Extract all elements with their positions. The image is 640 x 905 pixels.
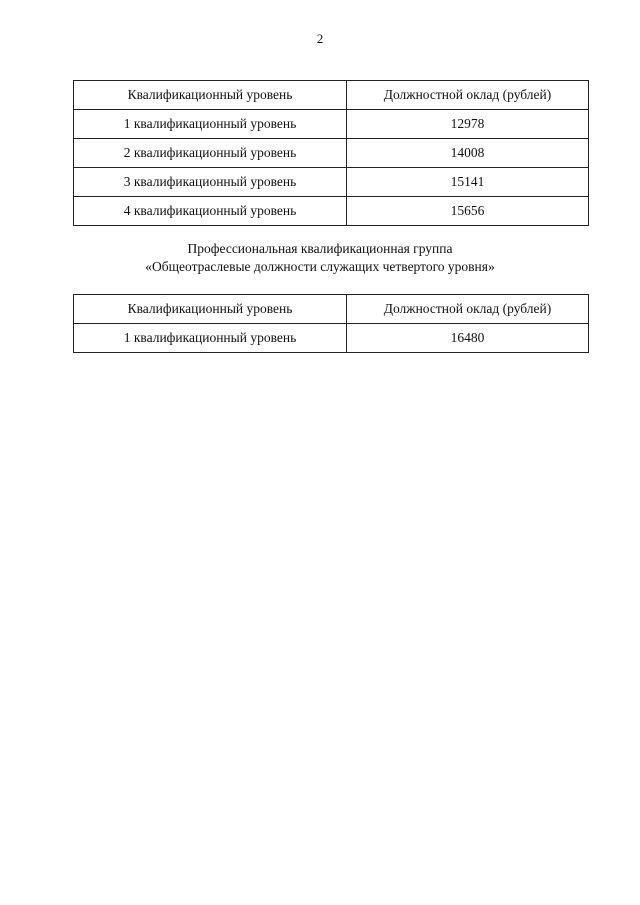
header-salary: Должностной оклад (рублей) — [347, 81, 589, 110]
table-header-row — [74, 295, 589, 324]
qualification-level-cell: 4 квалификационный уровень — [74, 197, 347, 226]
page-number: 2 — [316, 31, 324, 46]
table-row — [74, 197, 589, 226]
header-salary: Должностной оклад (рублей) — [347, 295, 589, 324]
salary-table-level-3 — [73, 80, 589, 226]
qualification-level-cell: 2 квалификационный уровень — [74, 139, 347, 168]
qualification-level-cell: 3 квалификационный уровень — [74, 168, 347, 197]
table-row — [74, 139, 589, 168]
salary-cell: 15656 — [347, 197, 589, 226]
professional-group-caption — [0, 240, 640, 276]
salary-table-level-4 — [73, 294, 589, 353]
table-row — [74, 168, 589, 197]
table-header-row — [74, 81, 589, 110]
qualification-level-cell: 1 квалификационный уровень — [74, 324, 347, 353]
table-row — [74, 324, 589, 353]
table-row — [74, 110, 589, 139]
header-qualification-level: Квалификационный уровень — [74, 81, 347, 110]
salary-cell: 12978 — [347, 110, 589, 139]
group-caption-line-1: Профессиональная квалификационная группа — [187, 241, 453, 256]
qualification-level-cell: 1 квалификационный уровень — [74, 110, 347, 139]
header-qualification-level: Квалификационный уровень — [74, 295, 347, 324]
salary-cell: 16480 — [347, 324, 589, 353]
group-caption-line-2: «Общеотраслевые должности служащих четвертого уровня» — [145, 259, 495, 274]
salary-cell: 14008 — [347, 139, 589, 168]
salary-cell: 15141 — [347, 168, 589, 197]
